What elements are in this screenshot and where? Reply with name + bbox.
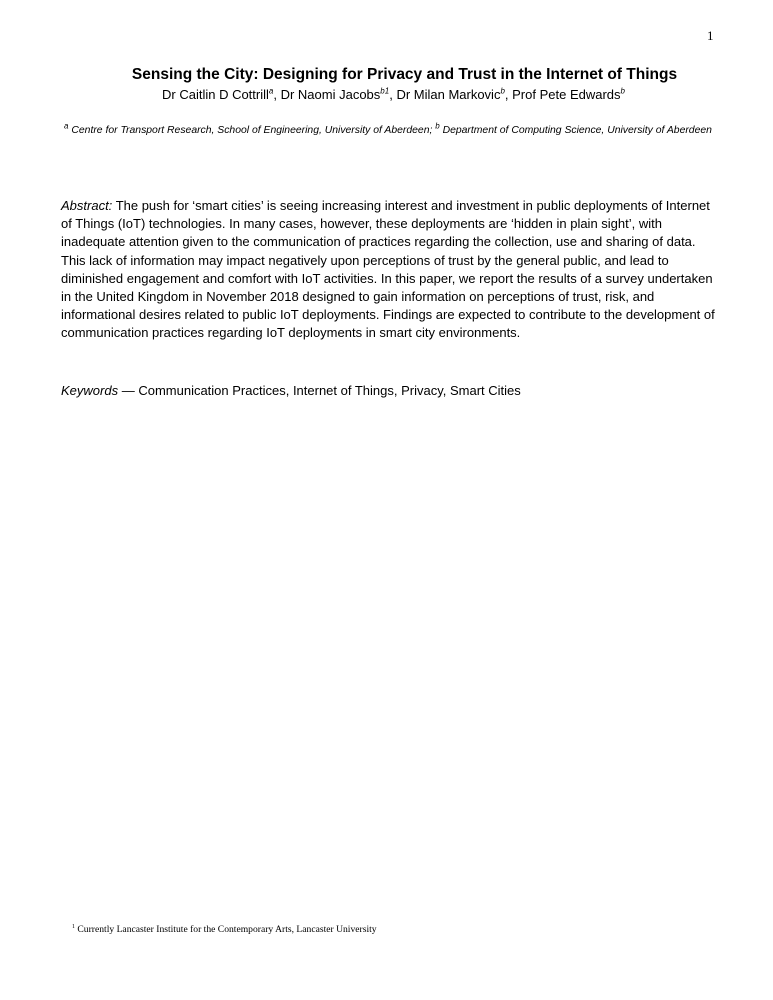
- abstract-label: Abstract:: [61, 198, 113, 213]
- affiliation-mark: b: [435, 121, 440, 131]
- author-separator: ,: [273, 87, 281, 102]
- keywords: [61, 382, 716, 400]
- keywords-label: Keywords: [61, 383, 119, 398]
- footnote: [72, 924, 377, 935]
- author-name: Dr Milan Markovic: [396, 87, 501, 102]
- author-list: [0, 87, 773, 102]
- author-separator: ,: [504, 87, 513, 102]
- paper-title: Sensing the City: Designing for Privacy and Trust in the Internet of Things: [131, 66, 678, 83]
- author-name: Dr Caitlin D Cottrill: [162, 87, 269, 102]
- author-affiliation-mark: b: [500, 86, 505, 96]
- author-separator: ,: [389, 87, 397, 102]
- abstract: [61, 197, 716, 343]
- footnote-text: Currently Lancaster Institute for the Contemporary Arts, Lancaster University: [77, 924, 377, 936]
- affiliation-text: Centre for Transport Research, School of Engineering, University of Aberdeen;: [71, 125, 433, 136]
- author-name: Dr Naomi Jacobs: [280, 87, 381, 102]
- keywords-dash: —: [121, 383, 135, 398]
- page-number: 1: [707, 28, 714, 43]
- abstract-text: The push for ‘smart cities’ is seeing increasing interest and investment in public deployments of Internet of Things (IoT) technologies. In many cases, however, these deployments are ‘hidden in plain sight’, with inadequate attention given to the communication of practices regarding the collection, use and sharing of data. This lack of information may impact negatively upon perceptions of trust by the general public, and lead to diminished engagement and comfort with IoT activities. In this paper, we report the results of a survey undertaken in the United Kingdom in November 2018 designed to gain information on perceptions of trust, risk, and informational desires related to public IoT deployments. Findings are expected to contribute to the development of communication practices regarding IoT deployments in smart city environments.: [61, 198, 715, 341]
- author-affiliation-mark: b: [620, 86, 625, 96]
- author-affiliation-mark: a: [268, 86, 274, 96]
- affiliations: [62, 123, 714, 138]
- author-name: Prof Pete Edwards: [512, 87, 621, 102]
- affiliation-text: Department of Computing Science, University of Aberdeen: [442, 125, 712, 136]
- author-affiliation-mark: b1: [380, 86, 390, 96]
- footnote-mark: 1: [72, 924, 75, 930]
- affiliation-mark: a: [64, 121, 69, 131]
- keywords-text: Communication Practices, Internet of Things, Privacy, Smart Cities: [138, 383, 521, 398]
